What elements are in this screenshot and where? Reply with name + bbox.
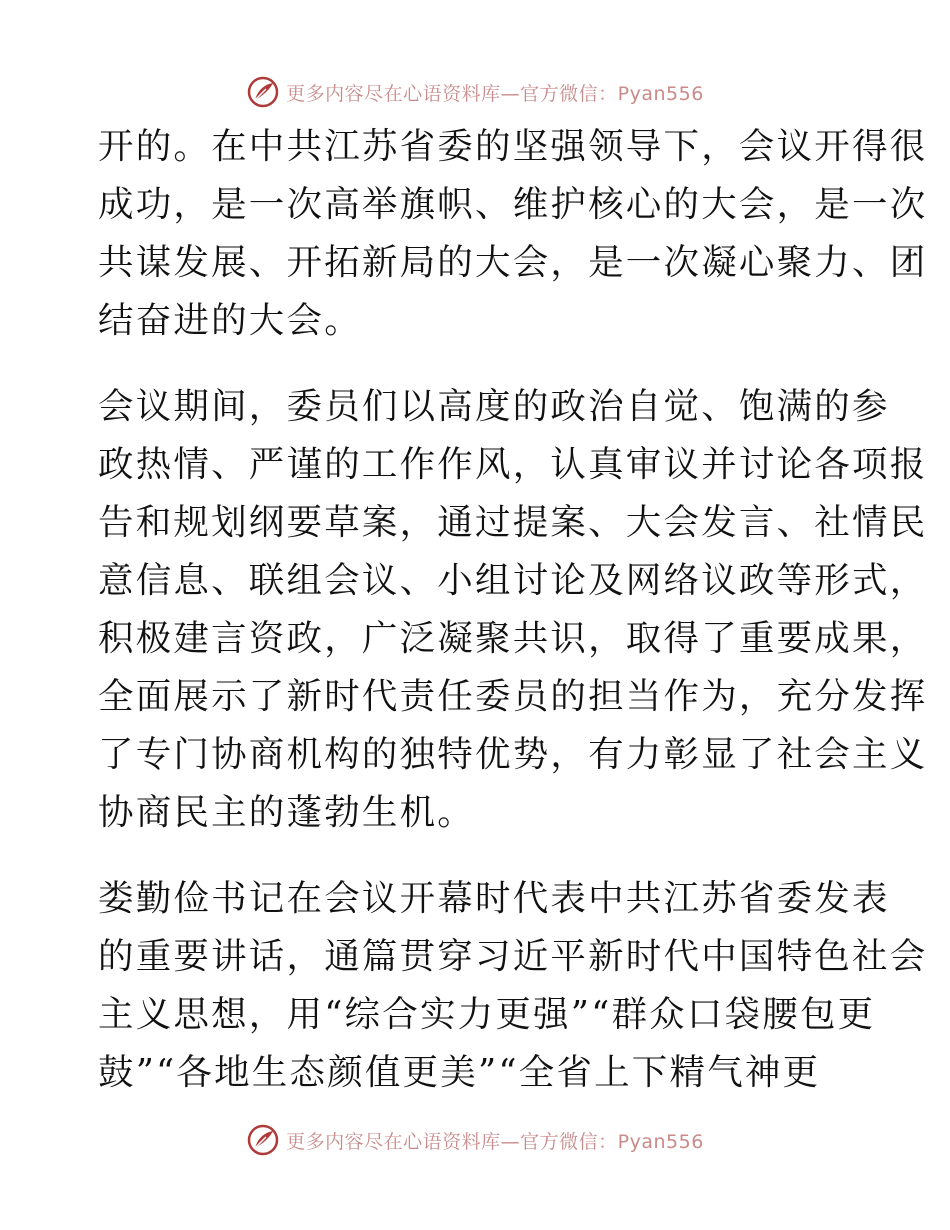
text-line: 共谋发展、开拓新局的大会，是一次凝心聚力、团 xyxy=(98,242,928,283)
text-line: 意信息、联组会议、小组讨论及网络议政等形式， xyxy=(98,560,928,601)
text-line: 会议期间，委员们以高度的政治自觉、饱满的参 xyxy=(98,386,890,427)
document-body xyxy=(98,118,928,1102)
text-line: 全面展示了新时代责任委员的担当作为，充分发挥 xyxy=(98,676,928,717)
footer-watermark-banner xyxy=(0,1120,950,1160)
text-line: 成功，是一次高举旗帜、维护核心的大会，是一次 xyxy=(98,184,928,225)
leaf-pen-logo-icon xyxy=(246,75,280,109)
text-line: 开的。在中共江苏省委的坚强领导下，会议开得很 xyxy=(98,126,928,167)
paragraph-3 xyxy=(98,870,928,1102)
text-line: 告和规划纲要草案，通过提案、大会发言、社情民 xyxy=(98,502,928,543)
leaf-pen-logo-icon xyxy=(246,1123,280,1157)
text-line: 的重要讲话，通篇贯穿习近平新时代中国特色社会 xyxy=(98,936,928,977)
watermark-text: 更多内容尽在心语资料库—官方微信：Pyan556 xyxy=(286,1130,704,1153)
text-line: 政热情、严谨的工作作风，认真审议并讨论各项报 xyxy=(98,444,928,485)
header-watermark-banner xyxy=(0,72,950,112)
paragraph-2 xyxy=(98,378,928,842)
text-line: 协商民主的蓬勃生机。 xyxy=(98,792,476,833)
watermark-text: 更多内容尽在心语资料库—官方微信：Pyan556 xyxy=(286,82,704,105)
text-line: 鼓”“各地生态颜值更美”“全省上下精气神更 xyxy=(98,1052,821,1093)
text-line: 结奋进的大会。 xyxy=(98,300,362,341)
text-line: 了专门协商机构的独特优势，有力彰显了社会主义 xyxy=(98,734,928,775)
text-line: 娄勤俭书记在会议开幕时代表中共江苏省委发表 xyxy=(98,878,890,919)
paragraph-1 xyxy=(98,118,928,350)
text-line: 积极建言资政，广泛凝聚共识，取得了重要成果， xyxy=(98,618,928,659)
text-line: 主义思想，用“综合实力更强”“群众口袋腰包更 xyxy=(98,994,876,1035)
